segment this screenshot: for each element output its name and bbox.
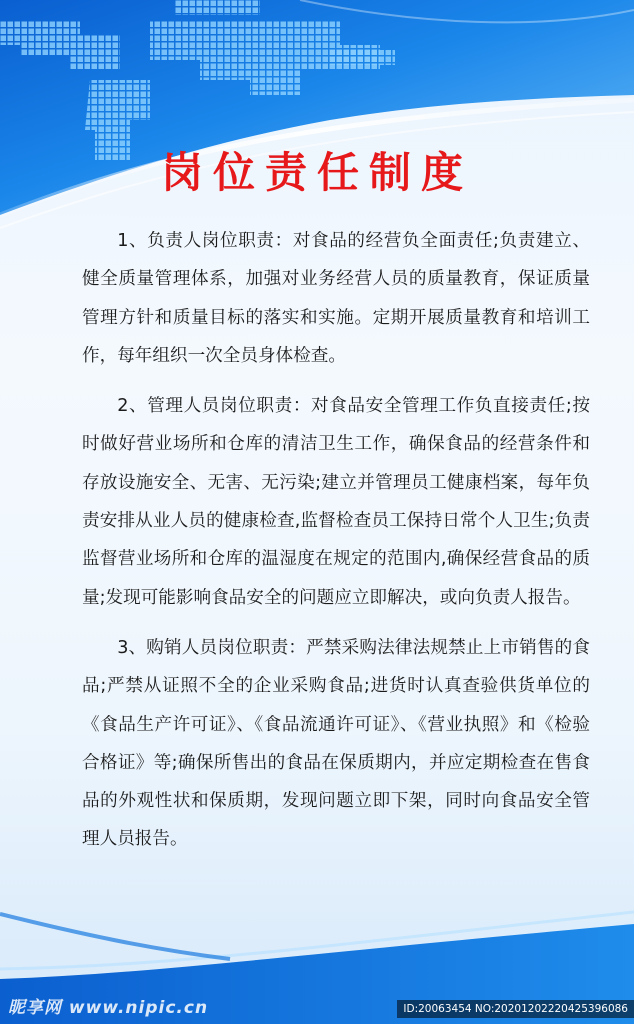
duty-content xyxy=(82,222,590,871)
image-id-label: ID:20063454 NO:20201202220425396086 xyxy=(397,1000,634,1018)
paragraph-3: 3、购销人员岗位职责：严禁采购法律法规禁止上市销售的食品;严禁从证照不全的企业采购食品;进货时认真查验供货单位的《食品生产许可证》、《食品流通许可证》、《营业执照》和《检验合格证》等;确保所售出的食品在保质期内，并应定期检查在售食品的外观性状和保质期，发现问题立即下架，同时向食品安全管理人员报告。 xyxy=(82,637,590,850)
paragraph-1: 1、负责人岗位职责：对食品的经营负全面责任;负责建立、健全质量管理体系，加强对业务经营人员的质量教育，保证质量管理方针和质量目标的落实和实施。定期开展质量教育和培训工作，每年组织一次全员身体检查。 xyxy=(82,231,590,366)
page-title: 岗位责任制度 xyxy=(160,148,473,197)
top-decoration xyxy=(0,0,634,240)
paragraph-2: 2、管理人员岗位职责：对食品安全管理工作负直接责任;按时做好营业场所和仓库的清洁卫生工作，确保食品的经营条件和存放设施安全、无害、无污染;建立并管理员工健康档案，每年负责安排从业人员的健康检查,监督检查员工保持日常个人卫生;负责监督营业场所和仓库的温湿度在规定的范围内,确保经营食品的质量;发现可能影响食品安全的问题应立即解决，或向负责人报告。 xyxy=(82,396,590,608)
watermark-logo: 昵享网 www.nipic.cn xyxy=(8,998,209,1018)
